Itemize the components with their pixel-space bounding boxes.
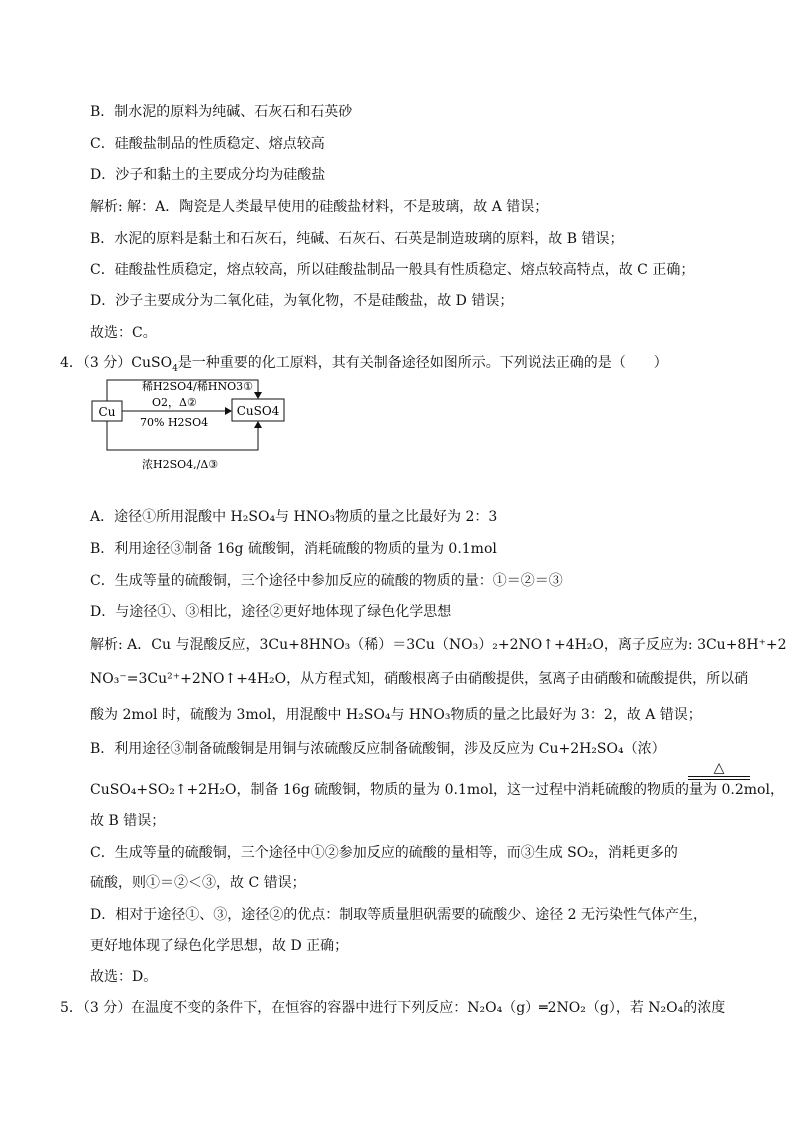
q4-option-c: C．生成等量的硫酸铜，三个途径中参加反应的硫酸的物质的量：①＝②＝③ [90, 573, 563, 589]
q3-answer: 故选：C。 [90, 325, 157, 341]
q3-analysis-line-3: C．硅酸盐性质稳定，熔点较高，所以硅酸盐制品一般具有性质稳定、熔点较高特点，故 C 正确； [90, 262, 695, 278]
node-cuso4: CuSO4 [236, 404, 280, 418]
q4-score: （3 分） [82, 355, 132, 371]
route-1-label: 稀H2SO4/稀HNO3① [142, 380, 253, 393]
route-1-arrowhead [254, 392, 262, 399]
delta-symbol: △ [713, 760, 725, 776]
q4-analysis-line-6: 故 B 错误； [90, 813, 166, 829]
q3-option-b: B．制水泥的原料为纯碱、石灰石和石英砂 [90, 104, 353, 120]
route-2-arrowhead [225, 407, 232, 415]
q4-answer: 故选：D。 [90, 969, 158, 985]
q4-option-d: D．与途径①、③相比，途径②更好地体现了绿色化学思想 [90, 604, 452, 620]
q3-analysis-line-4: D．沙子主要成分为二氧化硅，为氧化物，不是硅酸盐，故 D 错误； [90, 293, 514, 309]
q4-analysis-line-7: C．生成等量的硫酸铜，三个途径中①②参加反应的硫酸的量相等，而③生成 SO₂，消耗更多的 [90, 845, 678, 861]
q4-option-b: B．利用途径③制备 16g 硫酸铜，消耗硫酸的物质的量为 0.1mol [90, 541, 497, 557]
q4-analysis-line-4: B．利用途径③制备硫酸铜是用铜与浓硫酸反应制备硫酸铜，涉及反应为 Cu+2H₂SO₄（浓） [90, 741, 666, 757]
route-2-bottom-label: 70% H2SO4 [140, 416, 209, 429]
heating-condition-sign [688, 760, 750, 780]
equals-bar-bottom [688, 779, 750, 780]
q5-stem: 5．（3 分）在温度不变的条件下，在恒容的容器中进行下列反应：N₂O₄（g）═2NO₂（g），若 N₂O₄的浓度 [60, 1000, 726, 1016]
q3-option-c: C．硅酸盐制品的性质稳定、熔点较高 [90, 136, 325, 152]
q4-analysis-line-3: 酸为 2mol 时，硫酸为 3mol，用混酸中 H₂SO₄与 HNO₃物质的量之比最好为 3：2，故 A 错误； [90, 707, 702, 723]
q3-analysis-line-2: B．水泥的原料是黏土和石灰石，纯碱、石灰石、石英是制造玻璃的原料，故 B 错误； [90, 231, 624, 247]
q3-option-d: D．沙子和黏土的主要成分均为硅酸盐 [90, 167, 326, 183]
route-3-arrowhead [254, 421, 262, 428]
q3-analysis-line-1: 解析: 解：A．陶瓷是人类最早使用的硅酸盐材料，不是玻璃，故 A 错误； [90, 199, 549, 215]
q4-formula-sub: 4 [172, 363, 178, 374]
q4-analysis-line-2: NO₃⁻=3Cu²⁺+2NO↑+4H₂O，从方程式知，硝酸根离子由硝酸提供，氢离子由硝酸和硫酸提供，所以硝 [90, 671, 749, 687]
reaction-route-diagram [90, 378, 290, 498]
q4-analysis-line-1: 解析: A．Cu 与混酸反应，3Cu+8HNO₃（稀）＝3Cu（NO₃）₂+2NO↑+4H₂O，离子反应为: 3Cu+8H⁺+2 [90, 637, 787, 653]
q4-number: 4． [60, 355, 83, 371]
q4-analysis-line-5: CuSO₄+SO₂↑+2H₂O，制备 16g 硫酸铜，物质的量为 0.1mol，这一过程中消耗硫酸的物质的量为 0.2mol， [90, 782, 784, 798]
q4-stem-text: 是一种重要的化工原料，其有关制备途径如图所示。下列说法正确的是（ ） [177, 355, 668, 371]
equals-bar-top [688, 776, 750, 777]
q4-option-a: A．途径①所用混酸中 H₂SO₄与 HNO₃物质的量之比最好为 2：3 [90, 509, 498, 525]
q4-analysis-line-9: D．相对于途径①、③，途径②的优点：制取等质量胆矾需要的硫酸少、途径 2 无污染性气体产生， [90, 907, 708, 923]
q4-formula: CuSO [131, 355, 173, 371]
node-cu: Cu [98, 405, 116, 419]
route-2-top-label: O2，Δ② [152, 396, 197, 409]
route-3-label: 浓H2SO4,/Δ③ [142, 458, 219, 471]
q4-analysis-line-8: 硫酸，则①＝②＜③，故 C 错误； [90, 875, 306, 891]
q4-stem [60, 354, 668, 372]
q4-analysis-line-10: 更好地体现了绿色化学思想，故 D 正确； [90, 938, 349, 954]
